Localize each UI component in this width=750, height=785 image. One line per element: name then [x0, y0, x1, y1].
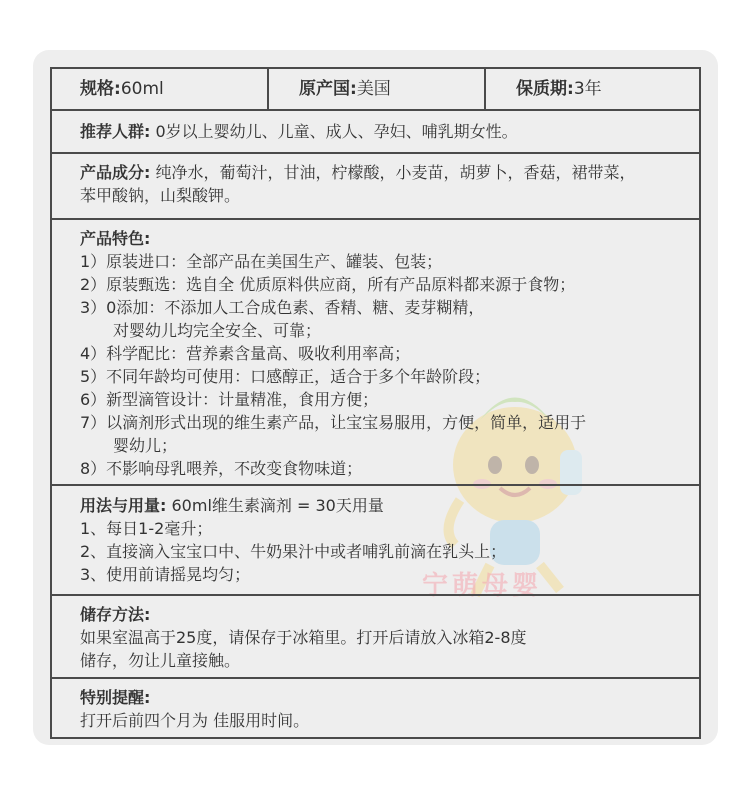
origin-cell	[267, 69, 484, 109]
feature-item: 7）以滴剂形式出现的维生素产品，让宝宝易服用，方便，简单，适用于	[80, 413, 587, 432]
special-note-value: 打开后前四个月为 佳服用时间。	[80, 711, 310, 730]
feature-item-continued: 对婴幼儿均完全安全、可靠；	[113, 321, 322, 340]
usage-item: 1、每日1-2毫升；	[80, 519, 213, 538]
storage-row	[52, 596, 699, 679]
usage-label: 用法与用量:	[80, 496, 167, 515]
feature-item: 1）原装进口：全部产品在美国生产、罐装、包装；	[80, 252, 443, 271]
target-people-label: 推荐人群:	[80, 122, 151, 141]
spec-label: 规格:	[80, 78, 121, 99]
origin-value: 美国	[356, 78, 391, 99]
feature-item: 6）新型滴管设计：计量精准，食用方便；	[80, 390, 379, 409]
storage-line-2: 储存，勿让儿童接触。	[80, 651, 241, 670]
shelf-life-cell	[484, 69, 699, 109]
feature-item: 3）0添加：不添加人工合成色素、香精、糖、麦芽糊精，	[80, 298, 485, 317]
storage-line-1: 如果室温高于25度，请保存于冰箱里。打开后请放入冰箱2-8度	[80, 628, 527, 647]
usage-item: 3、使用前请摇晃均匀；	[80, 565, 251, 584]
usage-row	[52, 486, 699, 596]
spec-row	[52, 69, 699, 111]
spec-value: 60ml	[120, 78, 164, 99]
feature-item: 4）科学配比：营养素含量高、吸收利用率高；	[80, 344, 411, 363]
special-note-row	[52, 679, 699, 737]
storage-label: 储存方法:	[80, 605, 151, 624]
spec-cell	[52, 69, 267, 109]
origin-label: 原产国:	[299, 78, 357, 99]
shelf-life-value: 3年	[573, 78, 602, 99]
feature-item: 8）不影响母乳喂养，不改变食物味道；	[80, 459, 363, 478]
shelf-life-label: 保质期:	[516, 78, 574, 99]
watermark-text: 宁萌母婴	[422, 571, 543, 601]
ingredients-line-1: 纯净水，葡萄汁，甘油，柠檬酸，小麦苗，胡萝卜，香菇，裙带菜，	[150, 163, 636, 182]
ingredients-line-2: 苯甲酸钠，山梨酸钾。	[80, 186, 241, 205]
feature-item: 2）原装甄选：选自全 优质原料供应商，所有产品原料都来源于食物；	[80, 275, 576, 294]
usage-value: 60ml维生素滴剂 = 30天用量	[166, 496, 384, 515]
special-note-label: 特别提醒:	[80, 688, 151, 707]
target-people-row	[52, 111, 699, 154]
target-people-value: 0岁以上婴幼儿、儿童、成人、孕妇、哺乳期女性。	[150, 122, 518, 141]
usage-item: 2、直接滴入宝宝口中、牛奶果汁中或者哺乳前滴在乳头上；	[80, 542, 507, 561]
feature-item-continued: 婴幼儿；	[113, 436, 178, 455]
features-row	[52, 220, 699, 486]
product-info-table	[50, 67, 701, 739]
ingredients-label: 产品成分:	[80, 163, 151, 182]
feature-item: 5）不同年龄均可使用：口感醇正，适合于多个年龄阶段；	[80, 367, 491, 386]
ingredients-row	[52, 154, 699, 220]
features-label: 产品特色:	[80, 229, 151, 248]
